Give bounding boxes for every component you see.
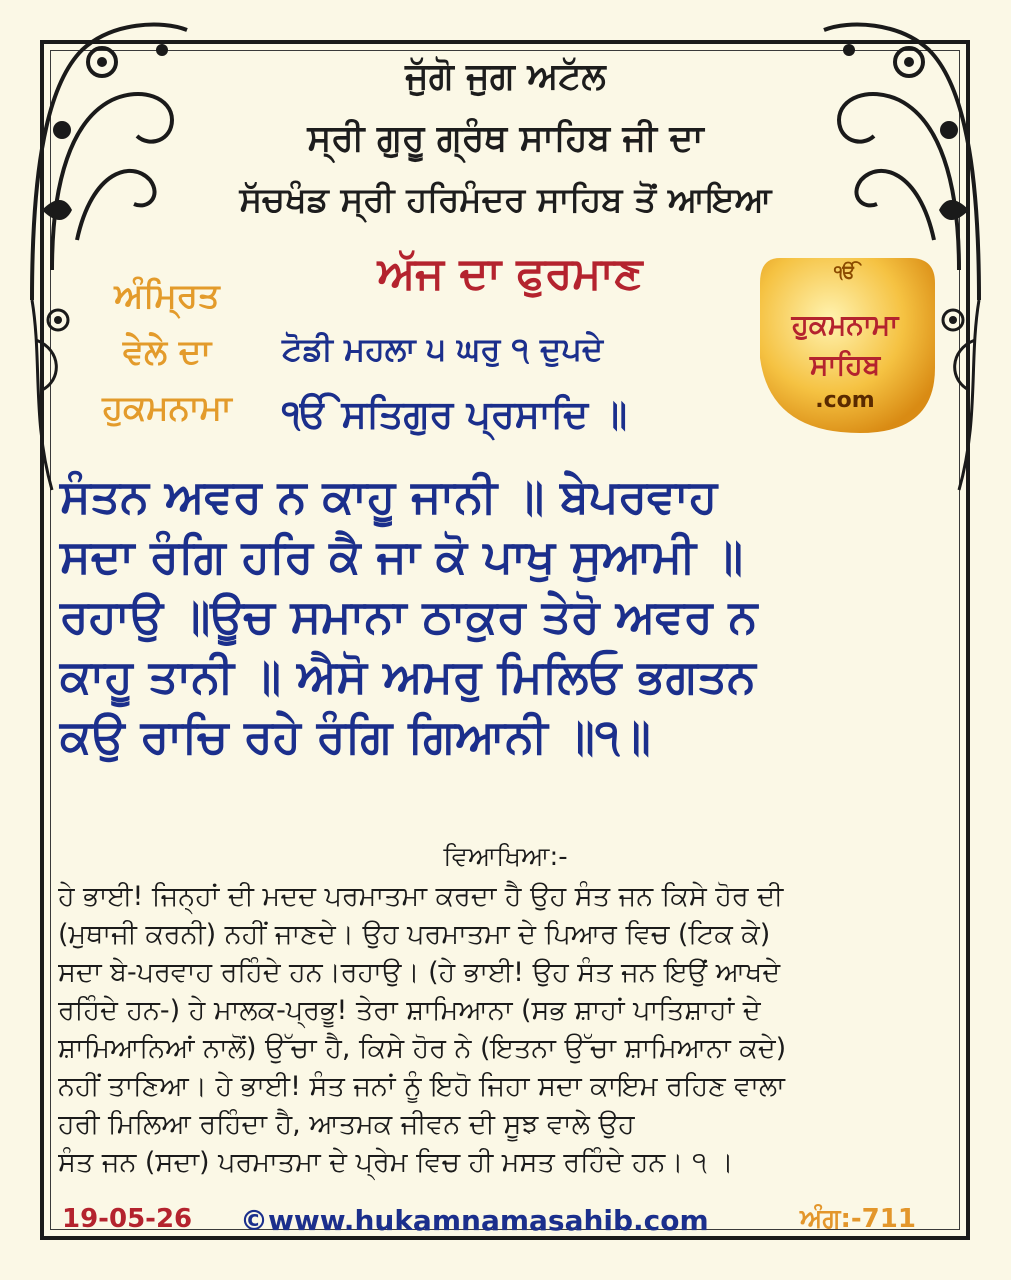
header-line-1: ਜੁੱਗੋ ਜੁਗ ਅਟੱਲ (405, 56, 606, 97)
header-line-3: ਸੱਚਖੰਡ ਸ੍ਰੀ ਹਰਿਮੰਦਰ ਸਾਹਿਬ ਤੋਂ ਆਇਆ (239, 180, 772, 220)
vyakhya-line: ਸਦਾ ਬੇ-ਪਰਵਾਹ ਰਹਿੰਦੇ ਹਨ।ਰਹਾਉ। (ਹੇ ਭਾਈ! ਉਹ ਸੰਤ ਜਨ ਇਉਂ ਆਖਦੇ (58, 957, 781, 988)
amrit-line-2: ਵੇਲੇ ਦਾ (122, 332, 212, 372)
shabad-text (60, 466, 950, 766)
vyakhya-line: (ਮੁਥਾਜੀ ਕਰਨੀ) ਨਹੀਂ ਜਾਣਦੇ। ਉਹ ਪਰਮਾਤਮਾ ਦੇ ਪਿਆਰ ਵਿਚ (ਟਿਕ ਕੇ) (58, 919, 771, 950)
page-title: ਅੱਜ ਦਾ ਫੁਰਮਾਣ (377, 248, 643, 299)
mool-mantar: ੴ ਸਤਿਗੁਰ ਪ੍ਰਸਾਦਿ ॥ (282, 392, 628, 436)
logo-line-1: ਹੁਕਮਨਾਮਾ (791, 308, 899, 341)
raag-heading: ਟੋਡੀ ਮਹਲਾ ੫ ਘਰੁ ੧ ਦੁਪਦੇ (282, 330, 604, 368)
footer-ang-number: ਅੰਗ:-711 (800, 1204, 916, 1234)
shabad-line: ਰਹਾਉ ॥ਊਚ ਸਮਾਨਾ ਠਾਕੁਰ ਤੇਰੋ ਅਵਰ ਨ (60, 589, 758, 643)
shabad-line: ਕਾਹੂ ਤਾਨੀ ॥ ਐਸੋ ਅਮਰੁ ਮਿਲਿਓ ਭਗਤਨ (60, 649, 756, 703)
vyakhya-line: ਹੇ ਭਾਈ! ਜਿਨ੍ਹਾਂ ਦੀ ਮਦਦ ਪਰਮਾਤਮਾ ਕਰਦਾ ਹੈ ਉਹ ਸੰਤ ਜਨ ਕਿਸੇ ਹੋਰ ਦੀ (58, 881, 784, 912)
vyakhya-text (58, 878, 953, 1182)
amrit-vele-label (52, 268, 282, 436)
amrit-line-1: ਅੰਮ੍ਰਿਤ (114, 276, 220, 316)
header-line-2: ਸ੍ਰੀ ਗੁਰੂ ਗ੍ਰੰਥ ਸਾਹਿਬ ਜੀ ਦਾ (307, 118, 704, 159)
amrit-line-3: ਹੁਕਮਨਾਮਾ (102, 388, 232, 428)
footer-date: 19-05-26 (62, 1204, 193, 1234)
shabad-line: ਸੰਤਨ ਅਵਰ ਨ ਕਾਹੂ ਜਾਨੀ ॥ ਬੇਪਰਵਾਹ (60, 469, 718, 523)
vyakhya-line: ਰਹਿੰਦੇ ਹਨ-) ਹੇ ਮਾਲਕ-ਪ੍ਰਭੂ! ਤੇਰਾ ਸ਼ਾਮਿਆਨਾ (ਸਭ ਸ਼ਾਹਾਂ ਪਾਤਿਸ਼ਾਹਾਂ ਦੇ (58, 995, 761, 1026)
shabad-line: ਸਦਾ ਰੰਗਿ ਹਰਿ ਕੈ ਜਾ ਕੋ ਪਾਖੁ ਸੁਆਮੀ ॥ (60, 529, 744, 583)
hukamnama-logo (750, 248, 940, 438)
vyakhya-line: ਨਹੀਂ ਤਾਣਿਆ। ਹੇ ਭਾਈ! ਸੰਤ ਜਨਾਂ ਨੂੰ ਇਹੋ ਜਿਹਾ ਸਦਾ ਕਾਇਮ ਰਹਿਣ ਵਾਲਾ (58, 1071, 785, 1102)
logo-line-2: ਸਾਹਿਬ (809, 348, 881, 381)
logo-symbol: ੴ (834, 262, 856, 283)
vyakhya-line: ਹਰੀ ਮਿਲਿਆ ਰਹਿੰਦਾ ਹੈ, ਆਤਮਕ ਜੀਵਨ ਦੀ ਸੂਝ ਵਾਲੇ ਉਹ (58, 1109, 635, 1140)
vyakhya-line: ਸੰਤ ਜਨ (ਸਦਾ) ਪਰਮਾਤਮਾ ਦੇ ਪ੍ਰੇਮ ਵਿਚ ਹੀ ਮਸਤ ਰਹਿੰਦੇ ਹਨ। ੧ । (58, 1147, 734, 1178)
footer-website-link[interactable]: ©www.hukamnamasahib.com (240, 1204, 709, 1237)
vyakhya-line: ਸ਼ਾਮਿਆਨਿਆਂ ਨਾਲੋਂ) ਉੱਚਾ ਹੈ, ਕਿਸੇ ਹੋਰ ਨੇ (ਇਤਨਾ ਉੱਚਾ ਸ਼ਾਮਿਆਨਾ ਕਦੇ) (58, 1033, 787, 1064)
shabad-line: ਕਉ ਰਾਚਿ ਰਹੇ ਰੰਗਿ ਗਿਆਨੀ ॥੧॥ (60, 709, 651, 763)
logo-line-3: .com (815, 388, 875, 413)
ornament-corner-icon (22, 10, 192, 310)
vyakhya-heading: ਵਿਆਖਿਆ:- (443, 842, 568, 872)
